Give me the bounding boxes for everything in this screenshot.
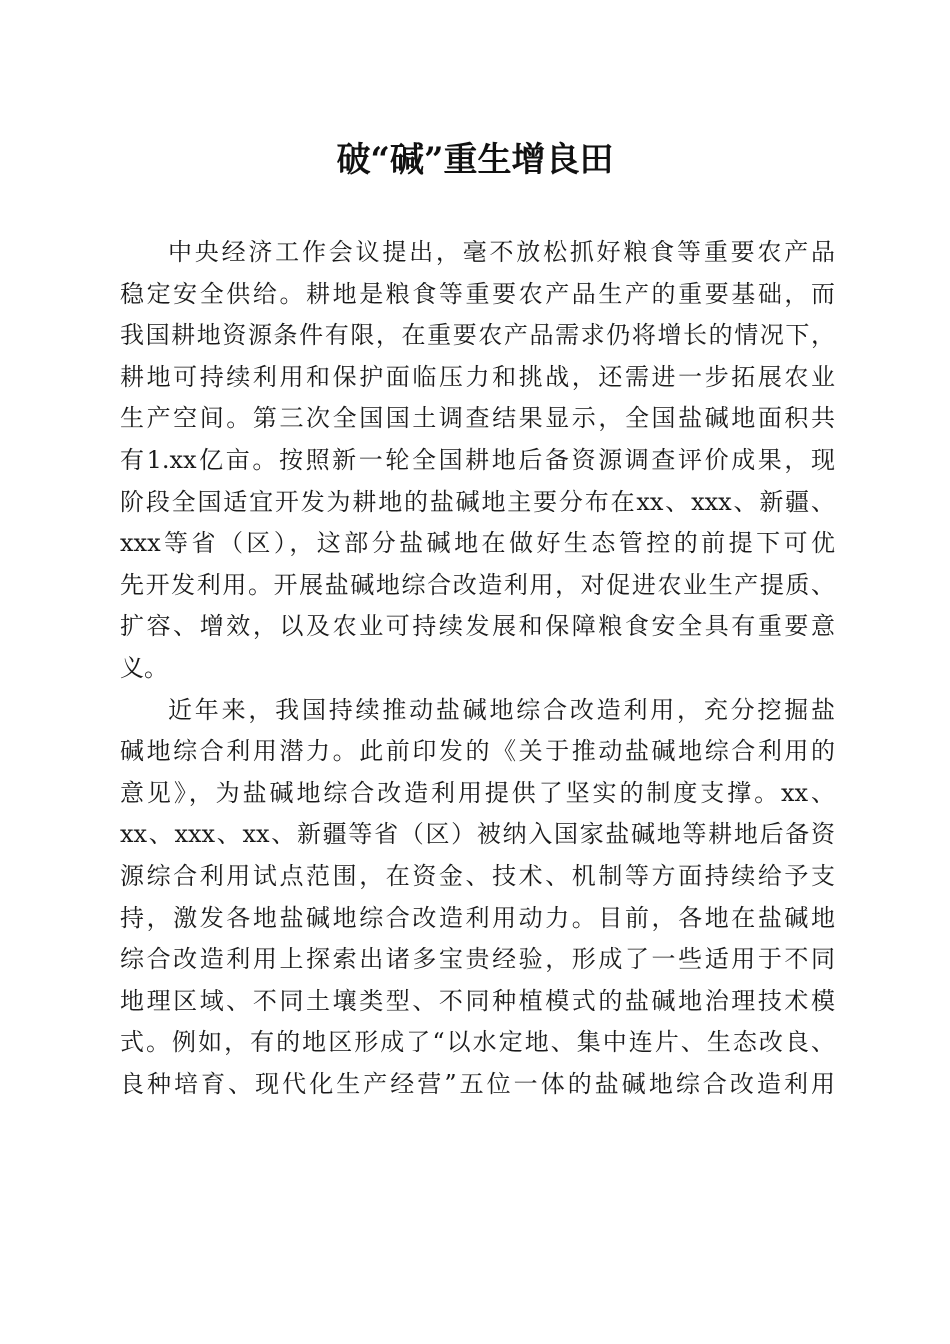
text-line: 良种培育、现代化生产经营”五位一体的盐碱地综合改造利用: [120, 1069, 835, 1098]
document-title: 破“碱”重生增良田: [336, 140, 614, 180]
text-line: 稳定安全供给。耕地是粮食等重要农产品生产的重要基础，而: [120, 279, 835, 308]
text-line: 近年来，我国持续推动盐碱地综合改造利用，充分挖掘盐: [168, 695, 835, 724]
text-line: 阶段全国适宜开发为耕地的盐碱地主要分布在xx、xxx、新疆、: [120, 487, 835, 516]
document-body: [120, 232, 835, 1105]
text-line: 生产空间。第三次全国国土调查结果显示，全国盐碱地面积共: [120, 404, 835, 433]
text-line: 我国耕地资源条件有限，在重要农产品需求仍将增长的情况下，: [120, 321, 835, 350]
text-line: 中央经济工作会议提出，毫不放松抓好粮食等重要农产品: [168, 238, 835, 266]
paragraph-1: [120, 232, 835, 690]
text-line: 扩容、增效，以及农业可持续发展和保障粮食安全具有重要意: [120, 612, 835, 641]
text-line: 源综合利用试点范围，在资金、技术、机制等方面持续给予支: [120, 861, 835, 890]
text-line: 碱地综合利用潜力。此前印发的《关于推动盐碱地综合利用的: [120, 737, 835, 766]
text-line: 综合改造利用上探索出诸多宝贵经验，形成了一些适用于不同: [120, 945, 835, 974]
text-line: 先开发利用。开展盐碱地综合改造利用，对促进农业生产提质、: [120, 570, 835, 599]
text-line: 式。例如，有的地区形成了“以水定地、集中连片、生态改良、: [120, 1028, 835, 1057]
text-line: 地理区域、不同土壤类型、不同种植模式的盐碱地治理技术模: [120, 986, 835, 1015]
text-line: xx、xxx、xx、新疆等省（区）被纳入国家盐碱地等耕地后备资: [120, 820, 835, 849]
text-line: 有1.xx亿亩。按照新一轮全国耕地后备资源调查评价成果，现: [120, 445, 835, 474]
paragraph-2: [120, 690, 835, 1106]
text-line: 耕地可持续利用和保护面临压力和挑战，还需进一步拓展农业: [120, 362, 835, 391]
text-line: 持，激发各地盐碱地综合改造利用动力。目前，各地在盐碱地: [120, 903, 835, 932]
text-line: 义。: [120, 653, 168, 682]
text-line: xxx等省（区），这部分盐碱地在做好生态管控的前提下可优: [120, 529, 835, 558]
text-line: 意见》，为盐碱地综合改造利用提供了坚实的制度支撑。xx、: [120, 778, 835, 807]
